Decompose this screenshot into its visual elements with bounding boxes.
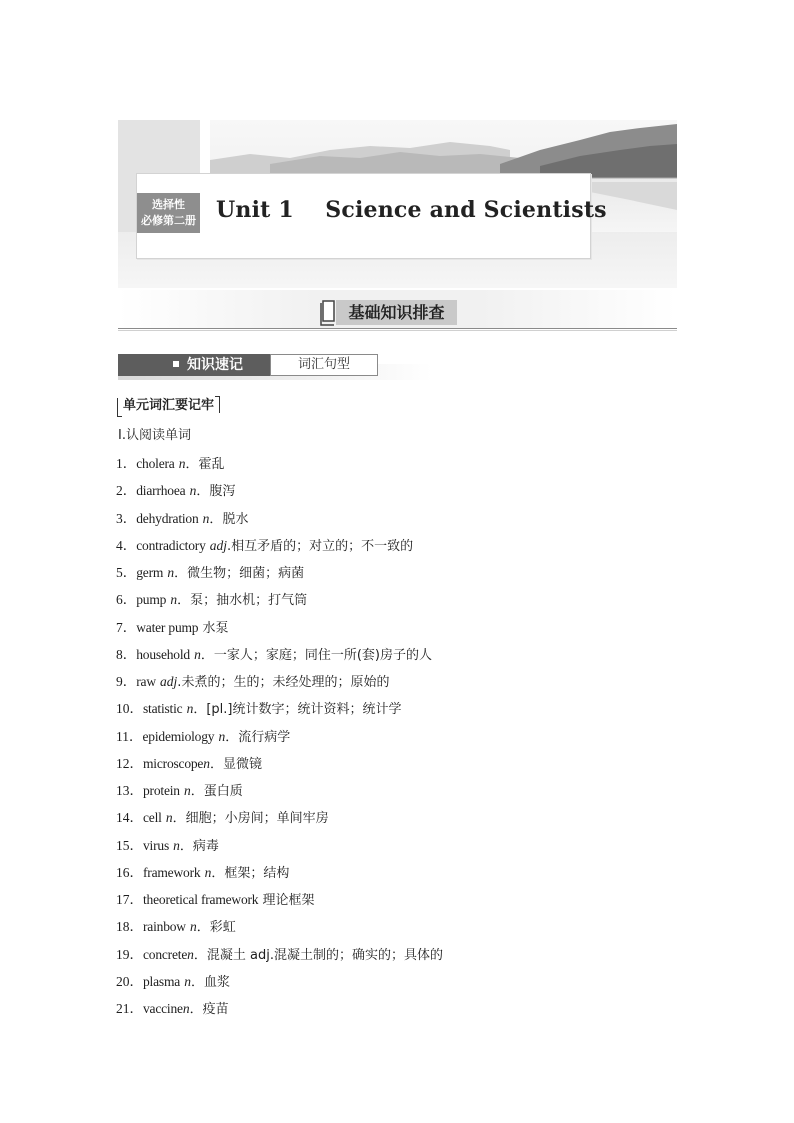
- right-bracket-icon: [215, 396, 220, 413]
- list-item: 13．protein n．蛋白质: [116, 783, 243, 799]
- list-item: 17．theoretical framework 理论框架: [116, 892, 315, 908]
- word-list: [116, 454, 443, 1026]
- section-divider-light: [118, 330, 677, 331]
- book-icon: [320, 299, 336, 327]
- list-item: 7．water pump 水泵: [116, 619, 229, 636]
- list-item: 6．pump n．泵；抽水机；打气筒: [116, 592, 308, 609]
- list-item: 8．household n．一家人；家庭；同住一所(套)房子的人: [116, 646, 433, 663]
- unit-vocabulary-heading: [117, 397, 220, 419]
- list-item: 4．contradictory adj.相互矛盾的；对立的；不一致的: [116, 537, 414, 554]
- tab-knowledge-notes[interactable]: [118, 354, 270, 376]
- list-item: 21．vaccinen．疫苗: [116, 1001, 229, 1017]
- part-heading: Ⅰ.认阅读单词: [118, 428, 191, 443]
- square-bullet-icon: [173, 361, 179, 367]
- list-item: 1．cholera n．霍乱: [116, 456, 225, 472]
- badge-line-2: 必修第二册: [141, 214, 196, 227]
- list-item: 10．statistic n．[pl.]统计数字；统计资料；统计学: [116, 701, 402, 718]
- list-item: 9．raw adj.未煮的；生的；未经处理的；原始的: [116, 674, 390, 690]
- list-item: 11．epidemiology n．流行病学: [116, 728, 291, 745]
- tab-vocabulary-sentences[interactable]: 词汇句型: [270, 354, 378, 376]
- left-bracket-icon: [117, 398, 122, 417]
- list-item: 3．dehydration n．脱水: [116, 510, 249, 527]
- list-item: 19．concreten．混凝土 adj.混凝土制的；确实的；具体的: [116, 946, 443, 963]
- list-item: 18．rainbow n．彩虹: [116, 919, 236, 936]
- book-badge: [137, 193, 200, 233]
- subheading-text: 单元词汇要记牢: [123, 398, 215, 413]
- section-title: 基础知识排查: [336, 300, 457, 325]
- list-item: 12．microscopen．显微镜: [116, 755, 263, 772]
- list-item: 5．germ n．微生物；细菌；病菌: [116, 565, 305, 581]
- section-divider: [118, 328, 677, 329]
- tab-label: 知识速记: [187, 357, 243, 373]
- list-item: 16．framework n．框架；结构: [116, 864, 290, 881]
- list-item: 14．cell n．细胞；小房间；单间牢房: [116, 810, 329, 827]
- list-item: 20．plasma n．血浆: [116, 973, 230, 990]
- list-item: 2．diarrhoea n．腹泻: [116, 483, 236, 500]
- list-item: 15．virus n．病毒: [116, 837, 219, 854]
- unit-title: Unit 1 Science and Scientists: [216, 197, 607, 223]
- badge-line-1: 选择性: [152, 198, 185, 211]
